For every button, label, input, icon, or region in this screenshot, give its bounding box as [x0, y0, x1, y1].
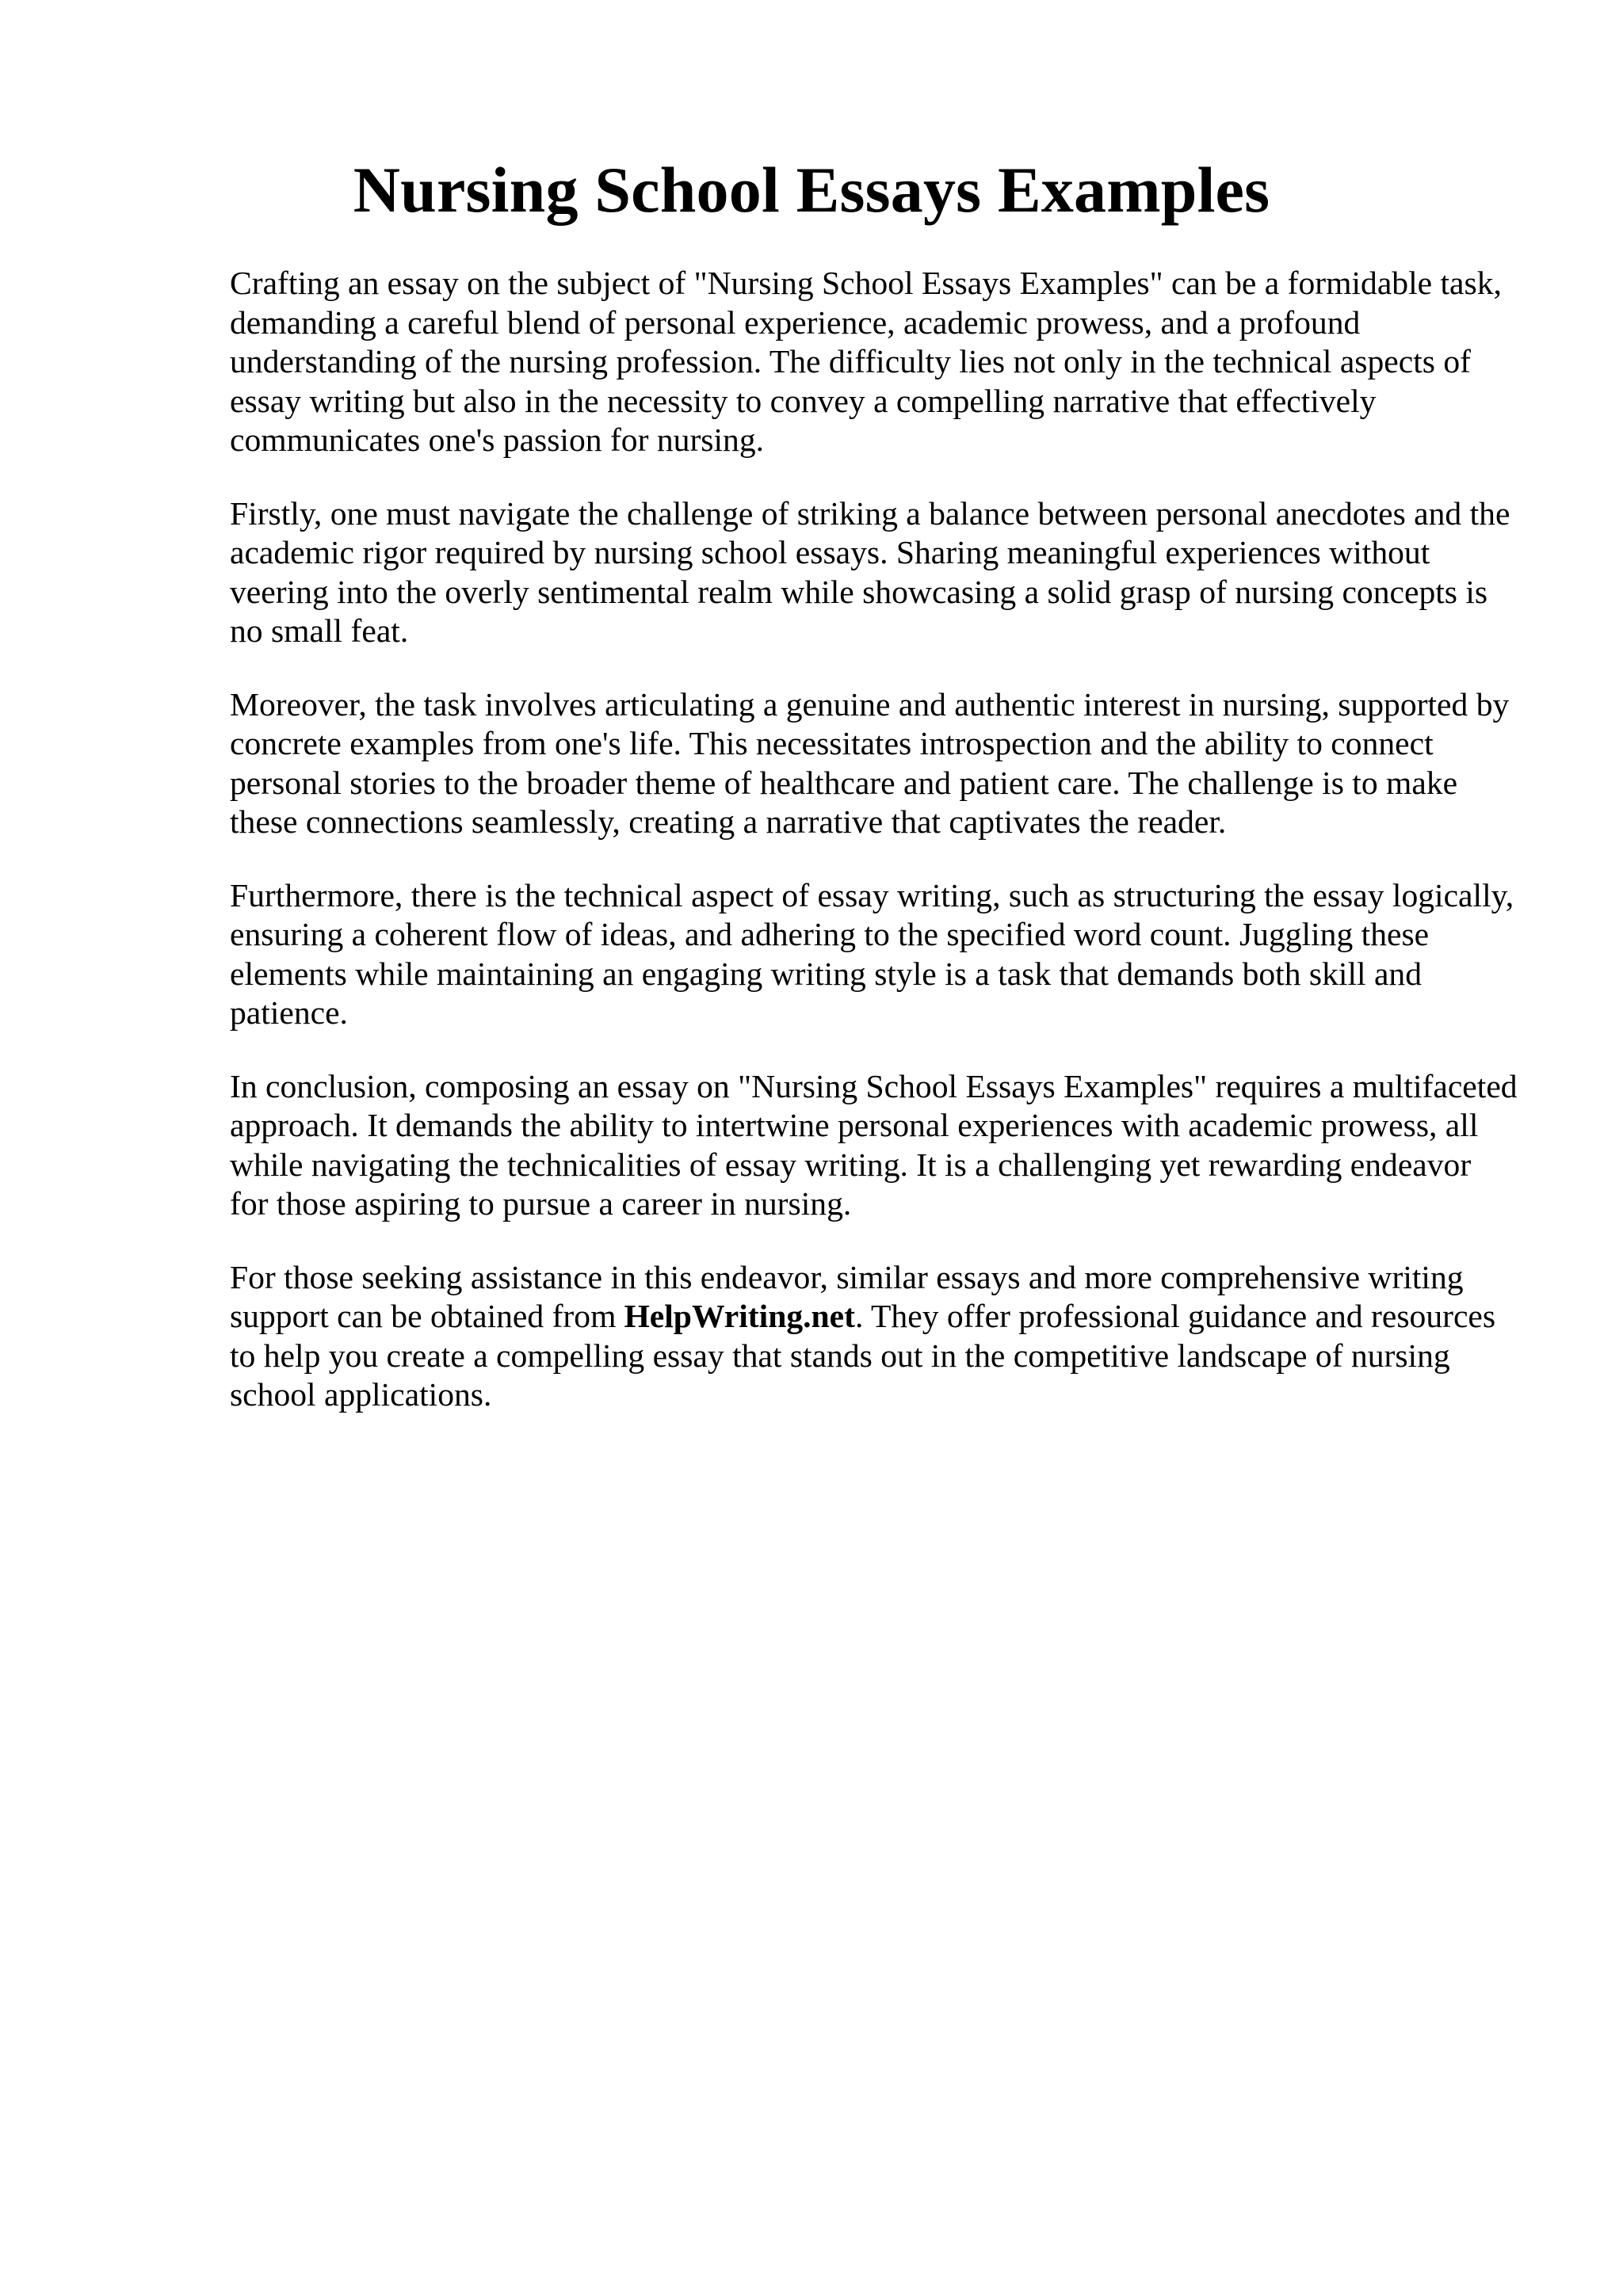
paragraph-line: approach. It demands the ability to intertwine personal experiences with academic prowess, all [230, 1107, 1479, 1143]
paragraph-line: Furthermore, there is the technical aspect of essay writing, such as structuring the essay logically, [230, 876, 1514, 913]
paragraph-line: while navigating the technicalities of essay writing. It is a challenging yet rewarding endeavor [230, 1146, 1472, 1183]
paragraph-6 [230, 1258, 1514, 1415]
paragraph-line: Crafting an essay on the subject of "Nursing School Essays Examples" can be a formidable task, [230, 265, 1502, 301]
paragraph-line: In conclusion, composing an essay on "Nursing School Essays Examples" requires a multifaceted [230, 1067, 1518, 1104]
paragraph-line: concrete examples from one's life. This necessitates introspection and the ability to connect [230, 725, 1434, 761]
paragraph-line: communicates one's passion for nursing. [230, 421, 765, 458]
paragraph-line: personal stories to the broader theme of healthcare and patient care. The challenge is to make [230, 764, 1458, 801]
document-title: Nursing School Essays Examples [353, 154, 1270, 226]
paragraph-line: essay writing but also in the necessity to convey a compelling narrative that effectively [230, 382, 1377, 419]
paragraph-line: ensuring a coherent flow of ideas, and adhering to the specified word count. Juggling these [230, 916, 1430, 952]
paragraph-line: patience. [230, 994, 348, 1031]
paragraph-3 [230, 685, 1514, 842]
paragraph-line: understanding of the nursing profession. The difficulty lies not only in the technical aspects of [230, 343, 1471, 379]
paragraph-2 [230, 494, 1514, 651]
paragraph-5 [230, 1067, 1518, 1224]
paragraph-line: elements while maintaining an engaging writing style is a task that demands both skill and [230, 955, 1423, 992]
paragraph-4 [230, 876, 1514, 1033]
helpwriting-link[interactable]: HelpWriting.net [624, 1298, 855, 1334]
paragraph-line: to help you create a compelling essay that stands out in the competitive landscape of nursing [230, 1337, 1450, 1374]
link-trailing-text: . They offer professional guidance and resources [854, 1298, 1496, 1334]
paragraph-line-with-link [230, 1297, 1514, 1337]
paragraph-line: veering into the overly sentimental realm while showcasing a solid grasp of nursing concepts is [230, 573, 1488, 610]
paragraph-line: for those aspiring to pursue a career in nursing. [230, 1185, 852, 1222]
paragraph-line: Moreover, the task involves articulating a genuine and authentic interest in nursing, supported by [230, 685, 1510, 723]
paragraph-line: academic rigor required by nursing school essays. Sharing meaningful experiences without [230, 534, 1430, 570]
link-lead-text: support can be obtained from [230, 1298, 617, 1334]
paragraph-line: Firstly, one must navigate the challenge of striking a balance between personal anecdotes and the [230, 494, 1510, 532]
paragraph-line: demanding a careful blend of personal experience, academic prowess, and a profound [230, 303, 1361, 341]
paragraph-line: For those seeking assistance in this endeavor, similar essays and more comprehensive writing [230, 1258, 1464, 1295]
paragraph-line: these connections seamlessly, creating a narrative that captivates the reader. [230, 803, 1227, 840]
paragraph-line: school applications. [230, 1376, 492, 1413]
paragraph-1 [230, 264, 1514, 460]
document-body [230, 264, 1518, 1449]
paragraph-line: no small feat. [230, 612, 409, 649]
